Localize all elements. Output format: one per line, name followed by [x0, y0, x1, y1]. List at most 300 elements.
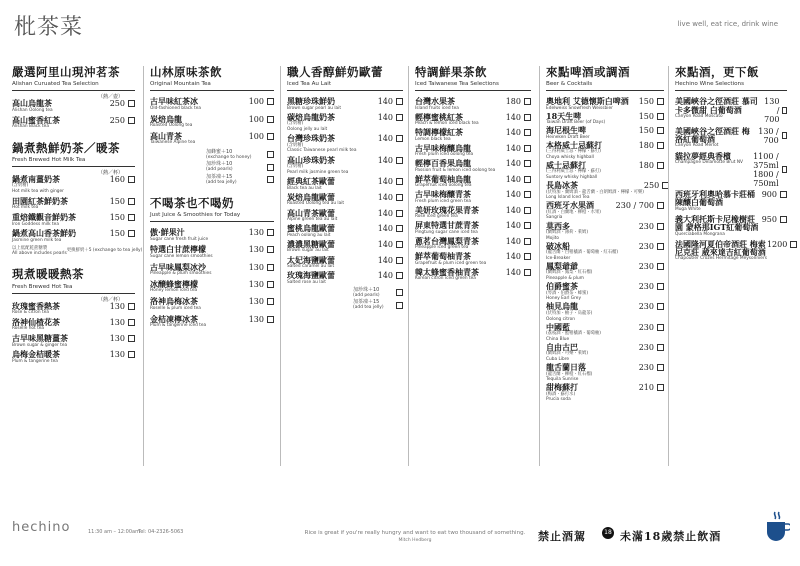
item-price: 150	[109, 229, 125, 239]
item-text	[546, 343, 588, 363]
menu-item[interactable]	[287, 97, 403, 111]
item-price-group	[249, 245, 274, 254]
order-checkbox[interactable]	[524, 191, 531, 198]
item-price: 900	[761, 189, 777, 199]
item-price-group	[639, 242, 664, 251]
menu-item[interactable]	[287, 193, 403, 207]
item-price-group	[378, 97, 403, 106]
item-price: 230	[638, 322, 654, 332]
section-subtitle: Original Mountain Tea	[150, 81, 211, 88]
item-price-group	[644, 181, 669, 190]
menu-item[interactable]	[12, 99, 135, 113]
order-checkbox[interactable]	[657, 263, 664, 270]
item-name: 美國峽谷之徑酒莊 慕司卡多微甜 白葡萄酒	[675, 96, 758, 115]
item-price-group	[506, 128, 531, 137]
item-price: 130	[248, 314, 264, 324]
item-english-name: Choya whisky highball	[546, 154, 594, 160]
item-english-name: Rose iced green tea	[415, 214, 458, 220]
order-checkbox[interactable]	[396, 241, 403, 248]
item-price: 140	[377, 177, 393, 187]
item-tag: (含奶精)	[287, 164, 304, 170]
item-price-group	[639, 262, 664, 271]
item-english-name: Roselle hot tea	[12, 326, 45, 332]
menu-item[interactable]	[150, 245, 274, 259]
menu-item[interactable]	[546, 126, 664, 140]
item-name: 台灣珍珠奶茶	[287, 133, 335, 144]
item-name: 西班牙利奧哈慕卡莊桶 陳釀白葡萄酒	[675, 188, 755, 208]
item-price-group	[378, 177, 403, 186]
item-price: 140	[505, 143, 521, 153]
item-price-group	[378, 209, 403, 218]
order-checkbox[interactable]	[267, 298, 274, 305]
section-subtitle: Fresh Brewed Hot Tea	[12, 283, 73, 290]
menu-item[interactable]	[675, 97, 787, 124]
order-checkbox[interactable]	[657, 303, 664, 310]
menu-item[interactable]	[287, 240, 403, 254]
item-price: 230	[638, 302, 654, 312]
menu-item[interactable]	[415, 190, 531, 204]
item-text	[287, 271, 335, 285]
item-price: 100	[248, 131, 264, 141]
menu-item[interactable]	[546, 141, 664, 161]
opening-hours: 11:30 am – 12:00am	[88, 529, 140, 535]
item-name: 輕檸蜜桃紅茶	[415, 111, 463, 122]
order-checkbox[interactable]	[657, 283, 664, 290]
item-price: 130	[248, 280, 264, 290]
addon-checkbox[interactable]	[267, 176, 274, 183]
item-text	[12, 197, 68, 211]
item-price: 250	[109, 115, 125, 125]
order-checkbox[interactable]	[267, 316, 274, 323]
menu-item[interactable]	[150, 263, 274, 277]
menu-item[interactable]	[287, 271, 403, 285]
column-divider	[280, 66, 281, 466]
menu-item[interactable]	[415, 252, 531, 266]
order-checkbox[interactable]	[782, 132, 787, 139]
order-checkbox[interactable]	[780, 216, 787, 223]
menu-column	[546, 66, 664, 476]
item-price-group	[378, 224, 403, 233]
order-checkbox[interactable]	[128, 335, 135, 342]
item-english-name: Plum & tangerine tea	[12, 358, 58, 364]
menu-item[interactable]	[546, 112, 664, 126]
order-checkbox[interactable]	[396, 114, 403, 121]
item-price-group	[639, 282, 664, 291]
menu-item[interactable]	[546, 242, 664, 262]
item-english-name: Passion fruit & lemon iced oolong tea	[415, 167, 496, 173]
item-english-name: Island fruits iced tea	[415, 105, 459, 111]
order-checkbox[interactable]	[267, 133, 274, 140]
menu-item[interactable]	[287, 156, 403, 176]
item-text	[287, 209, 337, 223]
item-price: 140	[505, 236, 521, 246]
item-price: 150	[638, 97, 654, 107]
item-price: 130	[248, 297, 264, 307]
item-price-group	[639, 126, 664, 135]
order-checkbox[interactable]	[524, 253, 531, 260]
note-text: All above includes pearls	[12, 251, 67, 257]
item-price-group	[378, 193, 403, 202]
item-english-name: Champagne Delamotte Brut NV	[675, 159, 743, 165]
addon-label: 加珍珠＋10	[206, 161, 233, 168]
item-text	[150, 228, 208, 242]
item-text	[415, 113, 479, 127]
item-name: 炭焙烏龍歐蕾	[287, 191, 335, 202]
order-checkbox[interactable]	[657, 162, 664, 169]
item-price: 210	[638, 383, 654, 393]
item-tag: (三得利威士忌・檸檬・蘇打)	[546, 169, 601, 175]
addon-checkbox[interactable]	[396, 302, 403, 309]
item-price-group	[506, 221, 531, 230]
addon-option[interactable]	[287, 287, 403, 298]
menu-item[interactable]	[12, 175, 135, 195]
item-text	[546, 112, 605, 126]
item-text	[546, 363, 592, 383]
menu-item[interactable]	[150, 132, 274, 146]
menu-item[interactable]	[150, 315, 274, 329]
item-price-group	[249, 297, 274, 306]
menu-item[interactable]	[675, 240, 787, 263]
order-checkbox[interactable]	[657, 384, 664, 391]
item-english-name: Alishan Oolong tea	[12, 107, 53, 113]
item-price-group	[760, 97, 787, 124]
item-name: 輕檸百香果烏龍	[415, 158, 471, 169]
order-checkbox[interactable]	[657, 364, 664, 371]
item-name: 高山青茶	[150, 130, 182, 141]
item-text	[546, 126, 590, 140]
item-name: 自由古巴	[546, 341, 578, 352]
item-text	[675, 215, 762, 238]
order-checkbox[interactable]	[128, 351, 135, 358]
menu-item[interactable]	[546, 302, 664, 322]
section-divider	[150, 90, 274, 91]
item-price-group	[639, 141, 664, 150]
order-checkbox[interactable]	[128, 319, 135, 326]
item-name: 破冰船	[546, 240, 570, 251]
item-name: 古早味紅茶冰	[150, 96, 198, 107]
item-name: 屏東特選甘蔗青茶	[415, 220, 479, 231]
item-price-group	[249, 132, 274, 141]
no-drunk-driving-warning: 禁止酒駕	[538, 530, 586, 543]
order-checkbox[interactable]	[396, 98, 403, 105]
menu-item[interactable]	[675, 190, 787, 213]
order-checkbox[interactable]	[782, 107, 787, 114]
order-checkbox[interactable]	[524, 129, 531, 136]
item-text	[415, 252, 486, 266]
menu-section	[675, 66, 787, 262]
item-price-group	[506, 175, 531, 184]
item-price: 140	[505, 205, 521, 215]
item-english-name: Muga White	[675, 206, 701, 212]
menu-item[interactable]	[12, 116, 135, 130]
order-checkbox[interactable]	[657, 202, 664, 209]
underage-drinking-warning: 未滿18歲禁止飲酒	[620, 530, 722, 543]
order-checkbox[interactable]	[524, 160, 531, 167]
item-text	[287, 156, 348, 176]
menu-item[interactable]	[675, 152, 787, 188]
item-price-group	[506, 237, 531, 246]
item-price-group	[506, 268, 531, 277]
item-price-group	[506, 144, 531, 153]
item-english-name: Canyon Road Merlot	[675, 143, 719, 149]
item-name: 本格威士忌蘇打	[546, 139, 602, 150]
item-name: 鮮萃葡萄柚烏龍	[415, 173, 471, 184]
menu-item[interactable]	[675, 127, 787, 150]
order-checkbox[interactable]	[657, 142, 664, 149]
order-checkbox[interactable]	[396, 178, 403, 185]
section-divider	[415, 90, 531, 91]
item-price-group	[249, 280, 274, 289]
order-checkbox[interactable]	[128, 230, 135, 237]
order-checkbox[interactable]	[524, 145, 531, 152]
menu-item[interactable]	[415, 206, 531, 220]
item-text	[675, 190, 762, 213]
item-price: 130 / 700	[764, 97, 780, 125]
item-name: 鮮萃葡萄柚青茶	[415, 251, 471, 262]
item-name: 長島冰茶	[546, 180, 578, 191]
order-checkbox[interactable]	[524, 207, 531, 214]
order-checkbox[interactable]	[267, 116, 274, 123]
item-text	[12, 116, 60, 130]
menu-item[interactable]	[150, 228, 274, 242]
order-checkbox[interactable]	[657, 344, 664, 351]
item-name: 蔥茗台灣鳳梨青茶	[415, 235, 479, 246]
addon-option[interactable]	[287, 299, 403, 310]
order-checkbox[interactable]	[790, 241, 797, 248]
order-checkbox[interactable]	[396, 135, 403, 142]
item-text	[150, 97, 201, 111]
item-price-group	[639, 222, 664, 231]
item-price: 130	[109, 317, 125, 327]
item-name: 高山珍珠奶茶	[287, 154, 335, 165]
item-price: 140	[505, 159, 521, 169]
order-checkbox[interactable]	[128, 176, 135, 183]
item-price-group	[762, 215, 787, 224]
menu-item[interactable]	[12, 213, 135, 227]
menu-item[interactable]	[415, 221, 531, 235]
order-checkbox[interactable]	[128, 117, 135, 124]
menu-item[interactable]	[12, 229, 135, 243]
order-checkbox[interactable]	[657, 127, 664, 134]
item-text	[546, 242, 618, 262]
menu-item[interactable]	[415, 113, 531, 127]
menu-item[interactable]	[546, 201, 664, 221]
item-price: 130	[109, 301, 125, 311]
menu-item[interactable]	[287, 224, 403, 238]
item-text	[150, 132, 195, 146]
phone-number: Tel: 04-2326-5063	[138, 529, 184, 535]
order-checkbox[interactable]	[396, 210, 403, 217]
menu-item[interactable]	[150, 297, 274, 311]
addon-option[interactable]	[150, 149, 274, 160]
item-price-group	[754, 127, 787, 145]
menu-item[interactable]	[546, 343, 664, 363]
item-english-name: Lemon black tea	[415, 136, 451, 142]
menu-item[interactable]	[415, 144, 531, 158]
section-divider	[150, 221, 274, 222]
item-price-group	[506, 206, 531, 215]
menu-item[interactable]	[546, 383, 664, 403]
item-english-name: Salted caramel au lait	[287, 264, 335, 270]
section-subtitle: Hechino Wine Selections	[675, 81, 744, 88]
menu-item[interactable]	[415, 97, 531, 111]
quote-author: Mitch Hedberg	[398, 538, 432, 543]
item-text	[546, 201, 601, 221]
column-divider	[408, 66, 409, 466]
order-checkbox[interactable]	[657, 324, 664, 331]
section-title: 嚴選阿里山現沖茗茶	[12, 65, 120, 79]
item-name: 碳焙烏龍奶茶	[287, 111, 335, 122]
menu-item[interactable]	[415, 159, 531, 173]
menu-item[interactable]	[675, 215, 787, 238]
menu-item[interactable]	[546, 363, 664, 383]
item-name: 高山烏龍茶	[12, 98, 52, 109]
section-subtitle: Fresh Brewed Hot Milk Tea	[12, 156, 86, 163]
menu-item[interactable]	[287, 256, 403, 270]
item-english-name: Heineken Draft Beer	[546, 134, 590, 140]
menu-item[interactable]	[546, 161, 664, 181]
item-price: 100	[248, 97, 264, 107]
item-english-name: Pineapple iced green tea	[415, 245, 469, 251]
order-checkbox[interactable]	[267, 229, 274, 236]
order-checkbox[interactable]	[657, 223, 664, 230]
item-price-group	[743, 152, 787, 188]
order-checkbox[interactable]	[657, 243, 664, 250]
menu-item[interactable]	[287, 209, 403, 223]
item-text	[287, 177, 335, 191]
addon-english: (add tea jelly)	[206, 179, 237, 185]
section-title: 來點啤酒或調酒	[546, 65, 630, 79]
menu-item[interactable]	[546, 262, 664, 282]
menu-item[interactable]	[546, 222, 664, 242]
menu-item[interactable]	[546, 323, 664, 343]
addon-option[interactable]	[150, 161, 274, 172]
item-text	[415, 268, 479, 282]
item-name: 濃濃黑糖歐蕾	[287, 239, 335, 249]
item-price-group	[249, 97, 274, 106]
item-name: 古早味梅釀烏龍	[415, 142, 471, 153]
item-name: 特調檸檬紅茶	[415, 127, 463, 138]
menu-item[interactable]	[546, 97, 664, 111]
menu-item[interactable]	[12, 197, 135, 211]
item-text	[150, 315, 206, 329]
item-price-group	[249, 263, 274, 272]
item-name: 奧地利 艾德懷斯白啤酒	[546, 96, 629, 107]
item-price: 140	[505, 221, 521, 231]
section-subtitle: Iced Taiwanese Tea Selections	[415, 81, 499, 88]
order-checkbox[interactable]	[657, 113, 664, 120]
order-checkbox[interactable]	[267, 281, 274, 288]
menu-item[interactable]	[287, 134, 403, 154]
order-checkbox[interactable]	[524, 238, 531, 245]
item-text	[546, 383, 578, 403]
order-checkbox[interactable]	[128, 198, 135, 205]
item-name: 伯爵蜜茶	[546, 281, 578, 292]
item-price-group	[639, 343, 664, 352]
item-name: 玫瑰蜜香熱茶	[12, 300, 60, 311]
menu-item[interactable]	[287, 177, 403, 191]
addon-checkbox[interactable]	[267, 164, 274, 171]
menu-item[interactable]	[12, 318, 135, 332]
order-checkbox[interactable]	[128, 303, 135, 310]
addon-label: 加茶凍＋15	[206, 173, 233, 180]
order-checkbox[interactable]	[780, 191, 787, 198]
item-price-group	[110, 302, 135, 311]
order-checkbox[interactable]	[524, 222, 531, 229]
item-name: 洛神烏梅冰茶	[150, 296, 198, 307]
section-title: 特調鮮果茶飲	[415, 65, 487, 79]
item-name: 韓太蜂蜜香柚青茶	[415, 266, 479, 277]
item-english-name: Taiwan Draft Beer (of Days)	[546, 120, 606, 126]
menu-item[interactable]	[287, 113, 403, 133]
section-subtitle: Beer & Cocktails	[546, 81, 593, 88]
item-name: 烏梅金桔暖茶	[12, 349, 60, 360]
order-checkbox[interactable]	[396, 272, 403, 279]
order-checkbox[interactable]	[524, 176, 531, 183]
item-text	[415, 97, 459, 111]
menu-item[interactable]	[546, 181, 664, 201]
order-checkbox[interactable]	[657, 98, 664, 105]
item-english-name: Korean citron iced green tea	[415, 276, 476, 282]
order-checkbox[interactable]	[524, 114, 531, 121]
item-price: 130	[109, 350, 125, 360]
section-notes	[12, 245, 143, 257]
menu-item[interactable]	[150, 280, 274, 294]
menu-item[interactable]	[415, 237, 531, 251]
menu-item[interactable]	[546, 282, 664, 302]
order-checkbox[interactable]	[524, 269, 531, 276]
item-price-group	[110, 197, 135, 206]
menu-item[interactable]	[12, 302, 135, 316]
menu-item[interactable]	[150, 115, 274, 129]
addon-checkbox[interactable]	[396, 289, 403, 296]
item-english-name: Pingtung sugar cane iced tea	[415, 229, 478, 235]
order-checkbox[interactable]	[524, 98, 531, 105]
item-english-name: Honey lemon iced tea	[150, 288, 198, 294]
order-checkbox[interactable]	[396, 194, 403, 201]
order-checkbox[interactable]	[396, 225, 403, 232]
menu-item[interactable]	[12, 350, 135, 364]
item-text	[415, 159, 495, 173]
menu-item[interactable]	[415, 268, 531, 282]
item-text	[150, 245, 213, 259]
menu-item[interactable]	[150, 97, 274, 111]
footer-quote	[300, 530, 530, 543]
item-text	[675, 97, 760, 120]
item-name: 柚見烏龍	[546, 301, 578, 312]
order-checkbox[interactable]	[396, 157, 403, 164]
addon-checkbox[interactable]	[267, 151, 274, 158]
menu-item[interactable]	[415, 175, 531, 189]
order-checkbox[interactable]	[267, 264, 274, 271]
order-checkbox[interactable]	[782, 166, 787, 173]
addon-option[interactable]	[150, 174, 274, 185]
item-tag: (蘭姆酒・鳳梨・紅石榴)	[546, 270, 593, 276]
item-price: 230	[638, 282, 654, 292]
order-checkbox[interactable]	[267, 246, 274, 253]
order-checkbox[interactable]	[128, 214, 135, 221]
item-price: 150	[638, 111, 654, 121]
menu-item[interactable]	[12, 334, 135, 348]
order-checkbox[interactable]	[128, 100, 135, 107]
item-text	[12, 334, 68, 348]
item-name: 重焙鐵觀音鮮奶茶	[12, 212, 76, 223]
item-price: 140	[377, 134, 393, 144]
order-checkbox[interactable]	[267, 98, 274, 105]
order-checkbox[interactable]	[396, 257, 403, 264]
menu-item[interactable]	[415, 128, 531, 142]
item-price-group	[110, 334, 135, 343]
